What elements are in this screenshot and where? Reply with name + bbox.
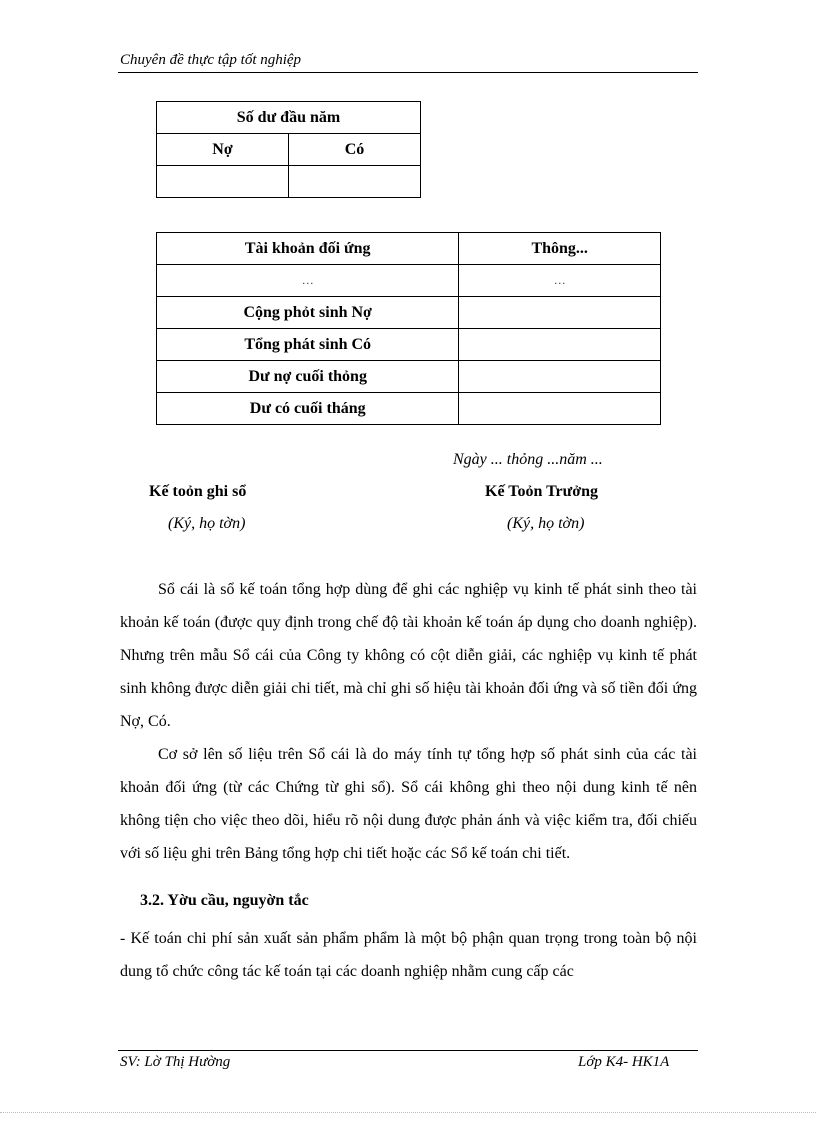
- footer-student: SV: Lờ Thị Hường: [120, 1054, 231, 1070]
- chief-accountant-sign-note: (Ký, họ tờn): [507, 515, 585, 532]
- credit-cell: [289, 166, 421, 198]
- row-label: Tổng phát sinh Có: [157, 329, 459, 361]
- col-debit: Nợ: [157, 134, 289, 166]
- opening-balance-table: [156, 101, 421, 198]
- signature-date: Ngày ... thỏng ...năm ...: [453, 451, 603, 468]
- row-value: [459, 393, 661, 425]
- paragraph: - Kế toán chi phí sản xuất sản phẩm phẩm là một bộ phận quan trọng trong toàn bộ nội dung tổ chức công tác kế toán tại các doanh nghiệp nhằm cung cấp các: [120, 930, 697, 980]
- col-account: Tài khoản đối ứng: [157, 233, 459, 265]
- chief-accountant-title: Kế Toỏn Trưởng: [485, 483, 599, 500]
- ledger-table: [156, 232, 661, 425]
- col-month: Thông...: [459, 233, 661, 265]
- row-value: [459, 361, 661, 393]
- section-heading: 3.2. Yờu cầu, nguyờn tắc: [140, 892, 309, 909]
- dots-cell: …: [459, 265, 661, 297]
- col-credit: Có: [289, 134, 421, 166]
- footer-class: Lớp K4- HK1A: [578, 1054, 670, 1070]
- row-label: Dư có cuối tháng: [157, 393, 459, 425]
- section-text: [120, 922, 697, 988]
- page-bottom-border: [0, 1112, 816, 1113]
- row-value: [459, 297, 661, 329]
- dots-cell: …: [157, 265, 459, 297]
- footer-rule: [118, 1050, 698, 1051]
- opening-balance-title: Số dư đầu năm: [157, 102, 421, 134]
- accountant-sign-note: (Ký, họ tờn): [168, 515, 246, 532]
- body-text: [120, 573, 697, 870]
- accountant-title: Kế toỏn ghi sổ: [149, 483, 247, 500]
- row-label: Cộng phỏt sinh Nợ: [157, 297, 459, 329]
- row-label: Dư nợ cuối thỏng: [157, 361, 459, 393]
- debit-cell: [157, 166, 289, 198]
- paragraph: Sổ cái là sổ kế toán tổng hợp dùng để ghi các nghiệp vụ kinh tế phát sinh theo tài khoản kế toán (được quy định trong chế độ tài khoản kế toán áp dụng cho doanh nghiệp). Nhưng trên mẫu Sổ cái của Công ty không có cột diễn giải, các nghiệp vụ kinh tế phát sinh không được diễn giải chi tiết, mà chỉ ghi số hiệu tài khoản đối ứng và số tiền đối ứng Nợ, Có.: [120, 581, 697, 730]
- header-title: Chuyên đề thực tập tốt nghiệp: [120, 52, 302, 68]
- paragraph: Cơ sở lên số liệu trên Sổ cái là do máy tính tự tổng hợp số phát sinh của các tài khoản đối ứng (từ các Chứng từ ghi sổ). Sổ cái không ghi theo nội dung kinh tế nên không tiện cho việc theo dõi, hiểu rõ nội dung được phản ánh và việc kiểm tra, đối chiếu với số liệu ghi trên Bảng tổng hợp chi tiết hoặc các Sổ kế toán chi tiết.: [120, 746, 697, 862]
- header-rule: [118, 72, 698, 73]
- row-value: [459, 329, 661, 361]
